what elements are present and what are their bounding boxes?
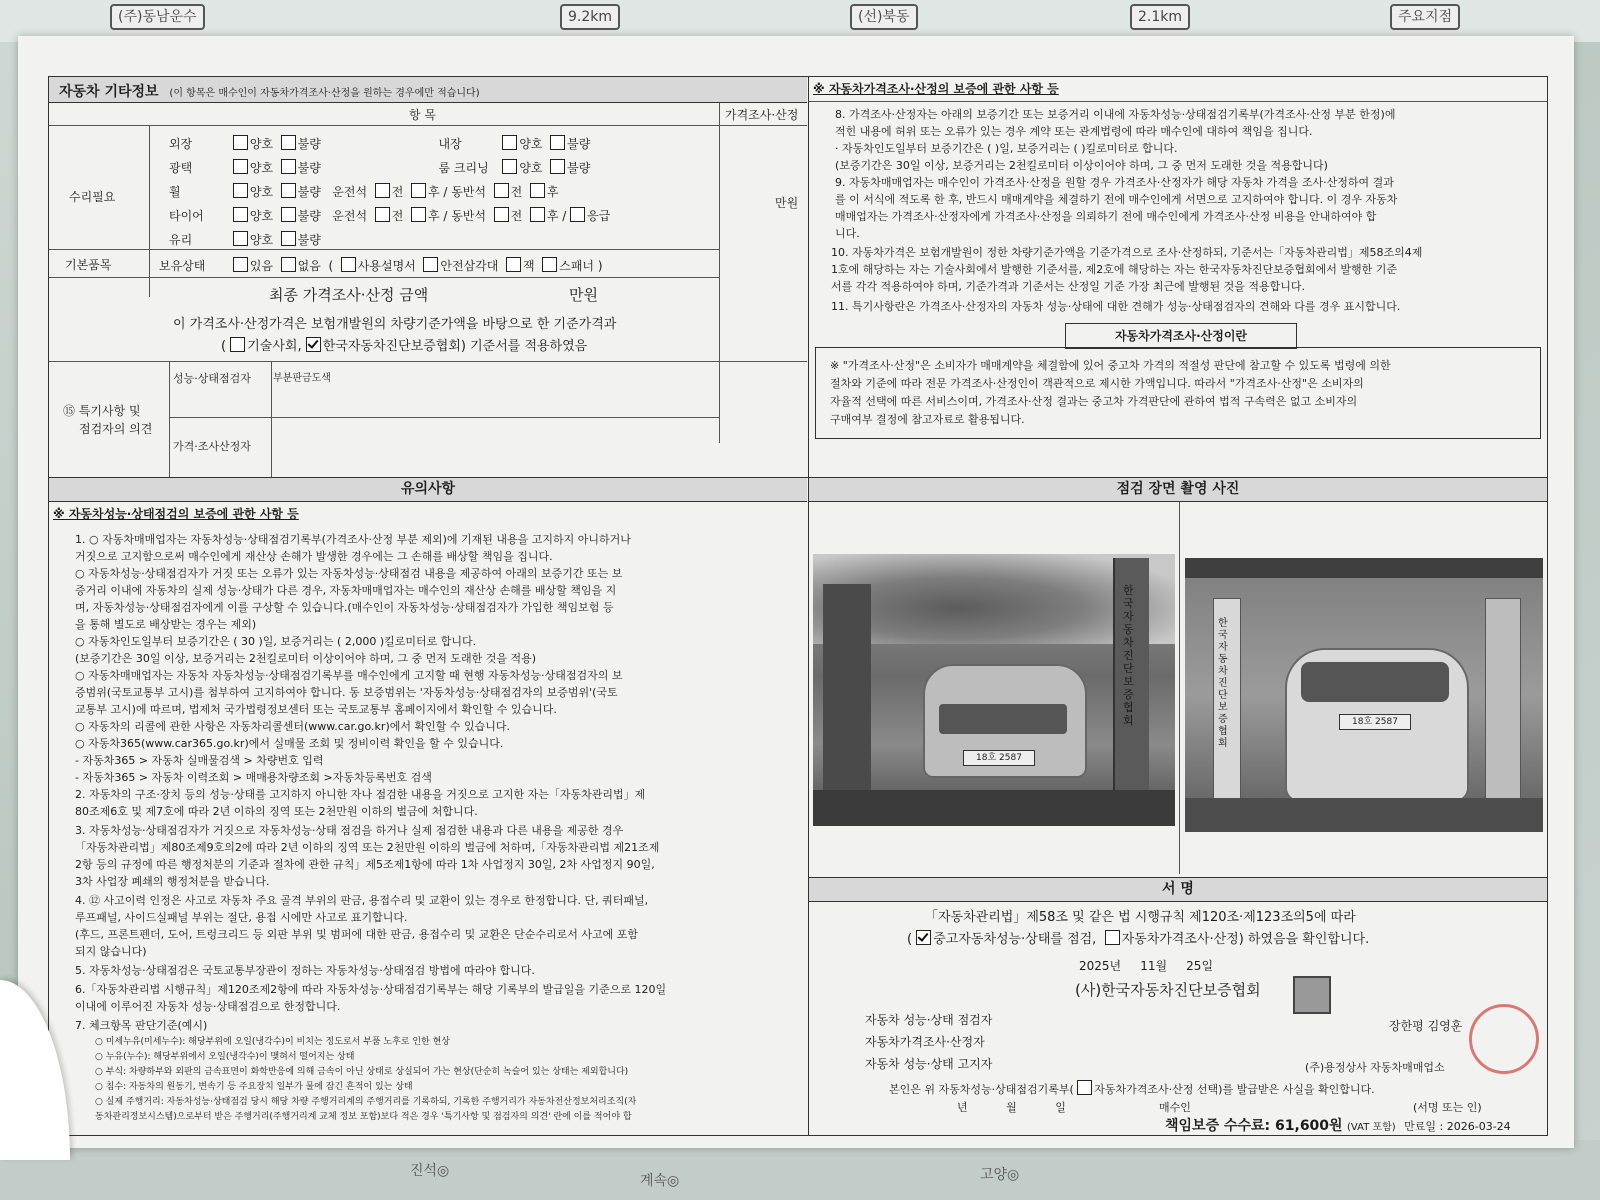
map-label: 진석◎ [410,1163,450,1179]
section-header [49,77,807,103]
checkbox[interactable] [281,159,296,174]
fee-vat: (VAT 포함) [1347,1122,1396,1133]
checkbox[interactable] [530,207,545,222]
license-plate: 18호 2587 [963,750,1035,766]
notes-section: 유의사항 ※ 자동차성능·상태점검의 보증에 관한 사항 등 1. ○ 자동차매매업자는 자동차성능·상태점검기록부(가격조사·산정 부분 제외)에 기재된 내용을 고지하지 아니하거나 거짓으로 고지함으로써 매수인에게 재산상 손해가 발생한 경우에는 그 손해를 배상할 책임을 집니다. ○ 자동차성능·상태점검자가 거짓 또는 오류가 있는 자동차성능·상태점검 내용을 제공하여 아래의 보증기간 또는 보 증거리 이내에 자동차의 실제 성능·상태가 다른 경우, 자동차매매업자는 매수인의 재산상 손해를 배상할 책임을 지 며, 자동차성능·상태점검자에게 이를 구상할 수 있습니다.(매수인이 자동차성능·상태점검자가 가입한 책임보험 등 을 통해 별도로 배상받는 경우는 제외) ○ 자동차인도일부터 보증기간은 ( 30 )일, 보증거리는 ( 2,000 )킬로미터로 합니다. (보증기간은 30일 이상, 보증거리는 2천킬로미터 이상이어야 하며, 그 중 먼저 도래한 것을 적용) ○ 자동차매매업자는 자동차 자동차성능·상태점검기록부를 매수인에게 고지할 때 현행 자동차성능·상태점검자의 보 증범위(국토교통부 고시)를 첨부하여 고지하여야 합니다. 동 보증범위는 '자동차성능·상태점검자의 보증범위'(국토 교통부 고시)에 따르며, 법제처 국가법령정보센터 또는 국토교통부 홈페이지에서 확인할 수 있습니다. ○ 자동차의 리콜에 관한 사항은 자동차리콜센터(www.car.go.kr)에서 확인할 수 있습니다. ○ 자동차365(www.car365.go.kr)에서 실매물 조회 및 정비이력 확인을 할 수 있습니다. - 자동차365 > 자동차 실매물검색 > 차량번호 입력 - 자동차365 > 자동차 이력조회 > 매매용차량조회 >자동차등록번호 검색 2. 자동차의 구조·장치 등의 성능·상태를 고지하지 아니한 자나 점검한 내용을 거짓으로 고지한 자는「자동차관리법」제 80조제6호 및 제7호에 따라 2년 이하의 징역 또는 2천만원 이하의 벌금에 처합니다. 3. 자동차성능·상태점검자가 거짓으로 자동차성능·상태 점검을 하거나 실제 점검한 내용과 다른 내용을 제공한 경우 「자동차관리법」제80조제9호의2에 따라 2년 이하의 징역 또는 2천만원 이하의 벌금에 처하며,「자동차관리법 제21조제 2항 등의 규정에 따른 행정처분의 기준과 절차에 관한 규칙」제5조제1항에 따라 1차 사업정지 30일, 2차 사업정지 90일, 3차 사업장 폐쇄의 행정처분을 받습니다. 4. ⑫ 사고이력 인정은 사고로 자동차 주요 골격 부위의 판금, 용접수리 및 교환이 있는 경우로 한정합니다. 단, 쿼터패널, 루프패널, 사이드실패널 부위는 절단, 용접 시에만 사고로 표기합니다. (후드, 프론트펜더, 도어, 트렁크리드 등 외판 부위 및 범퍼에 대한 판금, 용접수리 및 교환은 단순수리로서 사고에 포함 되지 않습니다) 5. 자동차성능·상태점검은 국토교통부장관이 정하는 자동차성능·상태점검 방법에 따라야 합니다. 6.「자동차관리법 시행규칙」제120조제2항에 따라 자동차성능·상태점검기록부는 해당 기록부의 발급일을 기준으로 120일 이내에 이루어진 자동차 성능·상태점검으로 한정합니다. 7. 체크항목 판단기준(예시) ○ 미세누유(미세누수): 해당부위에 오일(냉각수)이 비치는 정도로서 부품 노후로 인한 현상 ○ 누유(누수): 해당부위에서 오일(냉각수)이 맺혀서 떨어지는 상태 ○ 부식: 차량하부와 외판의 금속표면이 화학반응에 의해 금속이 아닌 상태로 상실되어 가는 현상(단순히 녹슬어 있는 상태는 제외합니다) ○ 침수: 자동차의 원동기, 변속기 등 주요장치 일부가 물에 잠긴 흔적이 있는 상태 ○ 실제 주행거리: 자동차성능·상태점검 당시 해당 차량 주행거리계의 주행거리를 기록하되, 기록한 주행거리가 자동차전산정보처리조직(자 동차관리정보시스템)으로부터 받은 주행거리(주행거리계 교체 정보 포함)보다 적은 경우 '특기사항 및 점검자의 의견' 란에 이를 적어야 합 [49,477,809,1135]
checkbox[interactable] [233,207,248,222]
org-name: (사)한국자동차진단보증협회 [1075,981,1261,999]
row-exterior: 외장 양호 불량 내장 양호 불량 [169,137,591,151]
price-guarantee-section: ※ 자동차가격조사·산정의 보증에 관한 사항 등 8. 가격조사·산정자는 아래의 보증기간 또는 보증거리 이내에 자동차성능·상태점검기록부(가격조사·산정 부분 한정)에 적힌 내용에 허위 또는 오류가 있는 경우 계약 또는 관계법령에 따라 매수인에 대하여 책임을 집니다. · 자동차인도일부터 보증기간은 ( )일, 보증거리는 ( )킬로미터로 합니다. (보증기간은 30일 이상, 보증거리는 2천킬로미터 이상이어야 하며, 그 중 먼저 도래한 것을 적용합니다) 9. 자동차매매업자는 매수인이 가격조사·산정을 원할 경우 가격조사·산정자가 해당 자동차 가격을 조사·산정하여 결과 를 이 서식에 적도록 한 후, 반드시 매매계약을 체결하기 전에 매수인에게 서면으로 고지하여야 합니다. 이 경우 자동차 매매업자는 가격조사·산정자에게 가격조사·산정을 의뢰하기 전에 매수인에게 가격조사·산정 비용을 안내하여야 합 니다. 10. 자동차가격은 보험개발원이 정한 차량기준가액을 기준가격으로 조사·산정하되, 기준서는「자동차관리법」제58조의4제 1호에 해당하는 자는 기술사회에서 발행한 기준서를, 제2호에 해당하는 자는 한국자동차진단보증협회에서 발행한 기준 서를 각각 적용하여야 하며, 기준가격과 기준서는 산정일 기준 가장 최근에 발행된 것을 적용합니다. 11. 특기사항란은 가격조사·산정자의 자동차 성능·상태에 대한 견해가 성능·상태점검자의 견해와 다를 경우 표시합니다. 자동차가격조사·산정이란 ※ "가격조사·산정"은 소비자가 매매계약을 체결함에 있어 중고차 가격의 적절성 판단에 참고할 수 있도록 법령에 의한 절차와 기준에 따라 전문 가격조사·산정인이 객관적으로 제시한 가액입니다. 따라서 "가격조사·산정"은 소비자의 자율적 선택에 따른 서비스이며, 가격조사·산정 결과는 중고차 가격판단에 관하여 법적 구속력은 없고 소비자의 구매여부 결정에 참고자료로 활용됩니다. [809,77,1547,477]
checkbox[interactable] [502,135,517,150]
checkbox[interactable] [1077,1080,1092,1095]
checkbox[interactable] [411,183,426,198]
inspection-document [18,36,1574,1148]
basic-items-label: 기본품목 [65,258,112,272]
notifier-name: (주)용정상사 자동차매매업소 [1305,1061,1445,1074]
pole-label: 한국자동차진단보증협회 [1123,584,1134,727]
checkbox[interactable] [233,159,248,174]
map-badge: 2.1km [1130,4,1190,30]
box-title: 자동차가격조사·산정이란 [1065,323,1297,349]
basic-items-row: 보유상태 있음 없음 ( 사용설명서 안전삼각대 잭 스패너 ) [159,259,603,273]
org-seal [1293,976,1331,1014]
checkbox[interactable] [375,207,390,222]
inspector-name: 장한평 김영훈 [1389,1019,1463,1033]
license-plate: 18호 2587 [1339,714,1411,730]
map-label: 고양◎ [980,1167,1020,1183]
notes-subtitle: ※ 자동차성능·상태점검의 보증에 관한 사항 등 [53,507,299,521]
checkbox[interactable] [233,135,248,150]
price-unit: 만원 [775,196,799,210]
checkbox[interactable] [411,207,426,222]
signature-header: 서 명 [809,878,1547,902]
checkbox[interactable] [542,257,557,272]
sign-note: (서명 또는 인) [1413,1101,1482,1114]
section-title: 자동차 기타정보 [59,84,159,100]
sign-date: 2025년 11월 25일 [1079,959,1214,973]
map-badge: (주)동남운수 [110,4,205,30]
map-badge: 주요지점 [1390,4,1460,30]
basis-line: 이 가격조사·산정가격은 보험개발원의 차량기준가액을 바탕으로 한 기준가격과 [173,317,617,332]
confirm-line: ( 중고자동차성능·상태를 점검, 자동차가격조사·산정) 하였음을 확인합니다. [907,932,1370,947]
inspection-photo-rear [1185,558,1543,832]
checkbox[interactable] [233,257,248,272]
row-gloss: 광택 양호 불량 룸 크리닝 양호 불량 [169,161,591,175]
checkbox-checked[interactable] [916,930,931,945]
opinion-label: ⑮ 특기사항 및 [63,404,141,418]
fee-line [1165,1118,1511,1136]
row-wheel: 휠 양호 불량 운전석 전 후 / 동반석 전 후 [169,185,559,199]
checkbox[interactable] [494,207,509,222]
map-label: 계속◎ [640,1173,680,1189]
checkbox[interactable] [341,257,356,272]
opinion-label: 점검자의 의견 [79,422,153,436]
checkbox[interactable] [423,257,438,272]
role-inspector: 자동차 성능·상태 점검자 [865,1013,993,1027]
inspector-opinion: 부분판금도색 [273,373,331,384]
checkbox[interactable] [550,135,565,150]
checkbox[interactable] [233,231,248,246]
checkbox-checked[interactable] [306,337,321,352]
map-bottom-strip [0,1140,1600,1200]
checkbox[interactable] [570,207,585,222]
law-line: 「자동차관리법」제58조 및 같은 법 시행규칙 제120조·제123조의5에 따라 [925,910,1356,925]
row-glass: 유리 양호 불량 [169,233,321,247]
col-item-header: 항 목 [409,108,436,122]
signature-section [809,877,1547,1135]
checkbox[interactable] [494,183,509,198]
checkbox[interactable] [530,183,545,198]
vehicle-extra-info-section [49,77,809,477]
checkbox[interactable] [375,183,390,198]
checkbox[interactable] [281,135,296,150]
checkbox[interactable] [230,337,245,352]
buyer-label: 매수인 [1159,1101,1191,1114]
pole-label: 한국자동차진단보증협회 [1218,618,1228,749]
checkbox[interactable] [281,183,296,198]
inspector-label: 성능·상태점검자 [173,372,251,385]
photo-header: 점검 장면 촬영 사진 [809,478,1547,502]
checkbox[interactable] [506,257,521,272]
map-badge: 9.2km [560,4,620,30]
section-title: ※ 자동차가격조사·산정의 보증에 관한 사항 등 [813,82,1059,96]
final-price-label: 최종 가격조사·산정 금액 [269,286,429,304]
col-price-header: 가격조사·산정 [725,108,799,122]
section-note: (이 항목은 매수인이 자동차가격조사·산정을 원하는 경우에만 적습니다) [169,88,480,99]
checkbox[interactable] [1105,930,1120,945]
info-box: ※ "가격조사·산정"은 소비자가 매매계약을 체결함에 있어 중고차 가격의 적절성 판단에 참고할 수 있도록 법령에 의한 절차와 기준에 따라 전문 가격조사·산정인이 객관적으로 제시한 가액입니다. 따라서 "가격조사·산정"은 소비자의 자율적 선택에 따른 서비스이며, 가격조사·산정 결과는 중고차 가격판단에 관하여 법적 구속력은 없고 소비자의 구매여부 결정에 참고자료로 활용됩니다. [815,347,1541,439]
red-seal-stamp [1469,1004,1539,1074]
checkbox[interactable] [281,257,296,272]
fee-label: 책임보증 수수료: 61,600원 [1165,1118,1343,1134]
notes-header: 유의사항 [49,478,807,502]
buyer-date: 년 월 일 [957,1101,1066,1114]
checkbox[interactable] [233,183,248,198]
form-sheet [48,76,1548,1136]
checkbox[interactable] [550,159,565,174]
final-price-unit: 만원 [569,286,598,304]
role-appraiser: 자동차가격조사·산정자 [865,1035,985,1049]
map-badge: (선)북동 [850,4,918,30]
basis-options: ( 기술사회, 한국자동차진단보증협회) 기준서를 적용하였음 [221,339,588,354]
expiry-date: 만료일 : 2026-03-24 [1404,1120,1511,1133]
row-tire: 타이어 양호 불량 운전석 전 후 / 동반석 전 후 / 응급 [169,209,611,223]
buyer-confirm-line: 본인은 위 자동차성능·상태점검기록부( 자동차가격조사·산정 선택)를 발급받은 사실을 확인합니다. [889,1080,1375,1098]
checkbox[interactable] [502,159,517,174]
photo-section [809,477,1547,877]
checkbox[interactable] [281,207,296,222]
inspection-photo-front [813,554,1175,826]
appraiser-label: 가격·조사산정자 [173,440,251,453]
checkbox[interactable] [281,231,296,246]
role-notifier: 자동차 성능·상태 고지자 [865,1057,993,1071]
repair-needed-label: 수리필요 [69,190,116,204]
